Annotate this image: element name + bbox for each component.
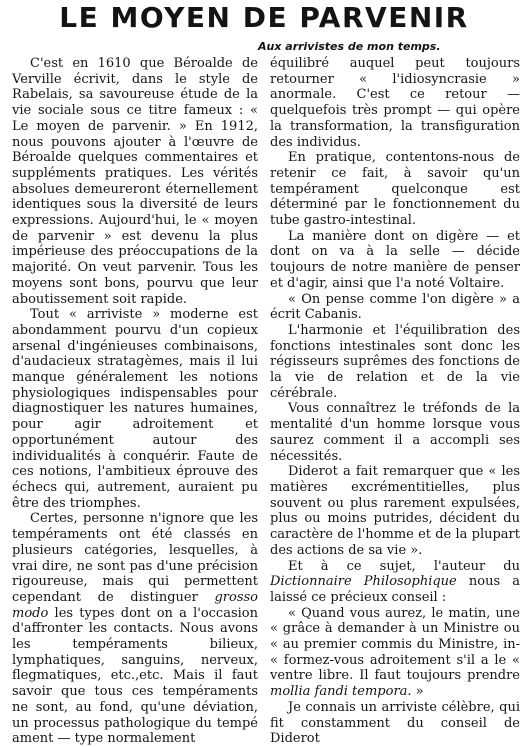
text-run: Certes, personne n'ignore que les tempéraments ont été classés en plusieurs catégories, lesquelles, à vrai dire, ne sont pas d'une précision rigoureuse, mais qui permettent cependant de distinguer [12, 511, 258, 605]
italic-phrase: Dictionnaire Philosophique [270, 574, 457, 590]
article-subtitle: Aux arrivistes de mon temps. [258, 40, 441, 53]
paragraph: équilibré auquel peut toujours retourner « l'idiosyncrasie » anormale. C'est ce retour — quelquefois très prompt — qui opère la transformation, la transfiguration des individus. [270, 56, 520, 150]
paragraph: « On pense comme l'on digère » a écrit Cabanis. [270, 291, 520, 323]
paragraph: L'harmonie et l'équilibration des fonctions intestinales sont donc les régisseurs suprêmes des fonctions de la vie de relation et de la vie cérébrale. [270, 322, 520, 401]
paragraph: Je connais un arriviste célèbre, qui fit constamment du conseil de Diderot [270, 699, 520, 747]
paragraph: Diderot a fait remarquer que « les matières excrémentitielles, plus souvent ou plus rarement expulsées, plus ou moins putrides, décident du caractère de l'homme et de la plupart des actions de sa vie ». [270, 464, 520, 558]
paragraph [12, 511, 258, 747]
paragraph: Tout « arriviste » moderne est abondamment pourvu d'un copieux arsenal d'ingénieuses combinaisons, d'audacieux stratagèmes, mais il lui manque généralement les notions physiologiques indispensables pour diagnostiquer les natures humaines, pour agir adroitement et opportunément autour des individualités à conquérir. Faute de ces notions, l'ambitieux éprouve des échecs qui, autrement, auraient pu être des triomphes. [12, 307, 258, 511]
quotation [270, 606, 520, 700]
paragraph: Vous connaîtrez le tréfonds de la mentalité d'un homme lorsque vous saurez comment il a accompli ses nécessités. [270, 401, 520, 464]
paragraph: C'est en 1610 que Béroalde de Verville écrivit, dans le style de Rabelais, sa savoureuse étude de la vie sociale sous ce titre fameux : « Le moyen de parvenir. » En 1912, nous pouvons ajouter à l'œuvre de Béroalde quelques commentaires et suppléments pratiques. Les vérités absolues demeureront éternellement identiques sous la diversité de leurs expressions. Aujourd'hui, le « moyen de parvenir » est devenu la plus impérieuse des préoccupations de la majorité. On veut parvenir. Tous les moyens sont bons, pourvu que leur aboutissement soit rapide. [12, 56, 258, 307]
right-column [270, 56, 521, 747]
text-run: nous a laissé ce précieux conseil : [270, 574, 521, 605]
text-run: « Quand vous aurez, le matin, une « grâce à demander à un Ministre ou « au premier commis du Ministre, in- « formez-vous adroitement s'il a le « ventre libre. Il faut toujours prendre [270, 605, 520, 684]
text-run: Et à ce sujet, l'auteur du [288, 558, 520, 574]
italic-phrase: grosso modo [12, 589, 258, 621]
text-run: les types dont on a l'occasion d'affronter les contacts. Nous avons les tempéraments bilieux, lymphatiques, sanguins, nerveux, flegmatiques, etc.,etc. Mais il faut savoir que tous ces tempéraments ne sont, au fond, qu'une déviation, un processus pathologique du tempé ament — type normalement [12, 605, 258, 747]
article-title: LE MOYEN DE PARVENIR [59, 1, 469, 34]
paragraph: En pratique, contentons-nous de retenir ce fait, à savoir qu'un tempérament quelconque est déterminé par le fonctionnement du tube gastro-intestinal. [270, 150, 520, 229]
paragraph: La manière dont on digère — et dont on va à la selle — décide toujours de notre manière de penser et d'agir, ainsi que l'a noté Voltaire. [270, 228, 520, 291]
text-run: . » [407, 684, 424, 700]
paragraph [270, 559, 520, 606]
left-column [12, 56, 258, 747]
italic-phrase: mollia fandi tempora [270, 684, 408, 700]
